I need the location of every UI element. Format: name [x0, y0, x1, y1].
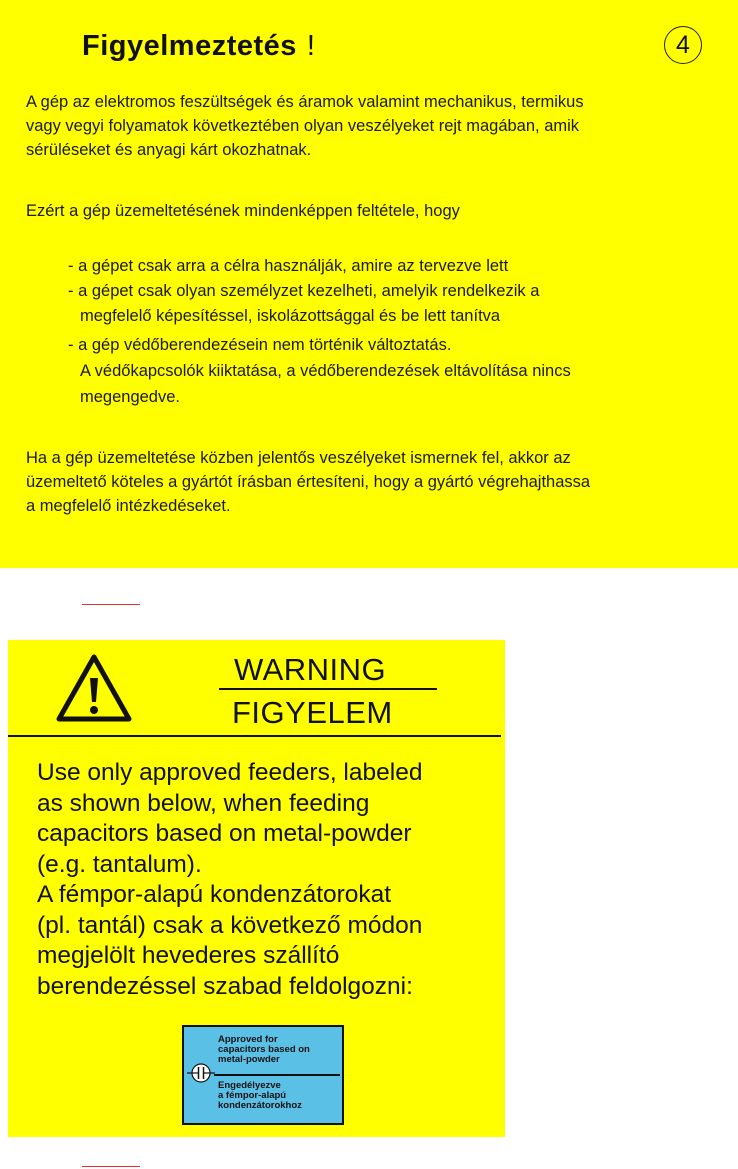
warning-label: [8, 640, 505, 1137]
page-title: Figyelmeztetés !: [82, 30, 316, 62]
label-en-line: Approved for: [218, 1034, 278, 1045]
label-en-line: capacitors based on: [218, 1044, 310, 1055]
red-divider: [82, 1166, 140, 1167]
label-text-line: (pl. tantál) csak a következő módon: [37, 911, 423, 939]
page-number-badge: 4: [664, 26, 702, 64]
red-divider: [82, 604, 140, 605]
warning-panel: [0, 0, 738, 568]
warning-heading-hu: FIGYELEM: [232, 695, 393, 730]
label-text-line: A fémpor-alapú kondenzátorokat: [37, 881, 392, 908]
approved-feeder-label: [182, 1025, 344, 1125]
capacitor-symbol-icon: [187, 1063, 215, 1083]
condition-item: - a gép védőberendezésein nem történik változtatás.: [68, 336, 452, 354]
paragraph-line: vagy vegyi folyamatok következtében olyan veszélyeket rejt magában, amik: [26, 117, 580, 135]
paragraph-line: a megfelelő intézkedéseket.: [26, 497, 231, 515]
label-text-line: (e.g. tantalum).: [37, 850, 202, 878]
label-hu-line: Engedélyezve: [218, 1080, 281, 1091]
warning-triangle-icon: [54, 652, 134, 724]
label-text-line: berendezéssel szabad feldolgozni:: [37, 972, 413, 1000]
condition-item: megfelelő képesítéssel, iskolázottsággal és be lett tanítva: [80, 307, 501, 325]
label-text-line: Use only approved feeders, labeled: [37, 759, 423, 786]
condition-item: - a gépet csak olyan személyzet kezelheti, amelyik rendelkezik a: [68, 282, 540, 300]
heading-divider: [219, 688, 437, 690]
label-hu-line: a fémpor-alapú: [218, 1090, 287, 1101]
paragraph-line: üzemeltető köteles a gyártót írásban értesíteni, hogy a gyártó végrehajthassa: [26, 473, 591, 491]
condition-item: - a gépet csak arra a célra használják, amire az tervezve lett: [68, 257, 509, 275]
paragraph-line: Ezért a gép üzemeltetésének mindenképpen feltétele, hogy: [26, 202, 460, 220]
label-text-line: capacitors based on metal-powder: [37, 820, 412, 847]
label-divider: [8, 735, 501, 737]
condition-item: A védőkapcsolók kiiktatása, a védőberendezések eltávolítása nincs: [80, 362, 571, 380]
label-en-line: metal-powder: [218, 1054, 280, 1065]
condition-item: megengedve.: [80, 388, 180, 406]
paragraph-line: Ha a gép üzemeltetése közben jelentős veszélyeket ismernek fel, akkor az: [26, 449, 571, 467]
label-text-line: as shown below, when feeding: [37, 789, 370, 817]
warning-heading-en: WARNING: [234, 652, 387, 687]
label-inner-divider: [214, 1074, 340, 1076]
label-text-line: megjelölt hevederes szállító: [37, 942, 340, 969]
paragraph-line: A gép az elektromos feszültségek és áramok valamint mechanikus, termikus: [26, 93, 584, 111]
label-hu-line: kondenzátorokhoz: [218, 1100, 302, 1111]
paragraph-line: sérüléseket és anyagi kárt okozhatnak.: [26, 141, 312, 159]
